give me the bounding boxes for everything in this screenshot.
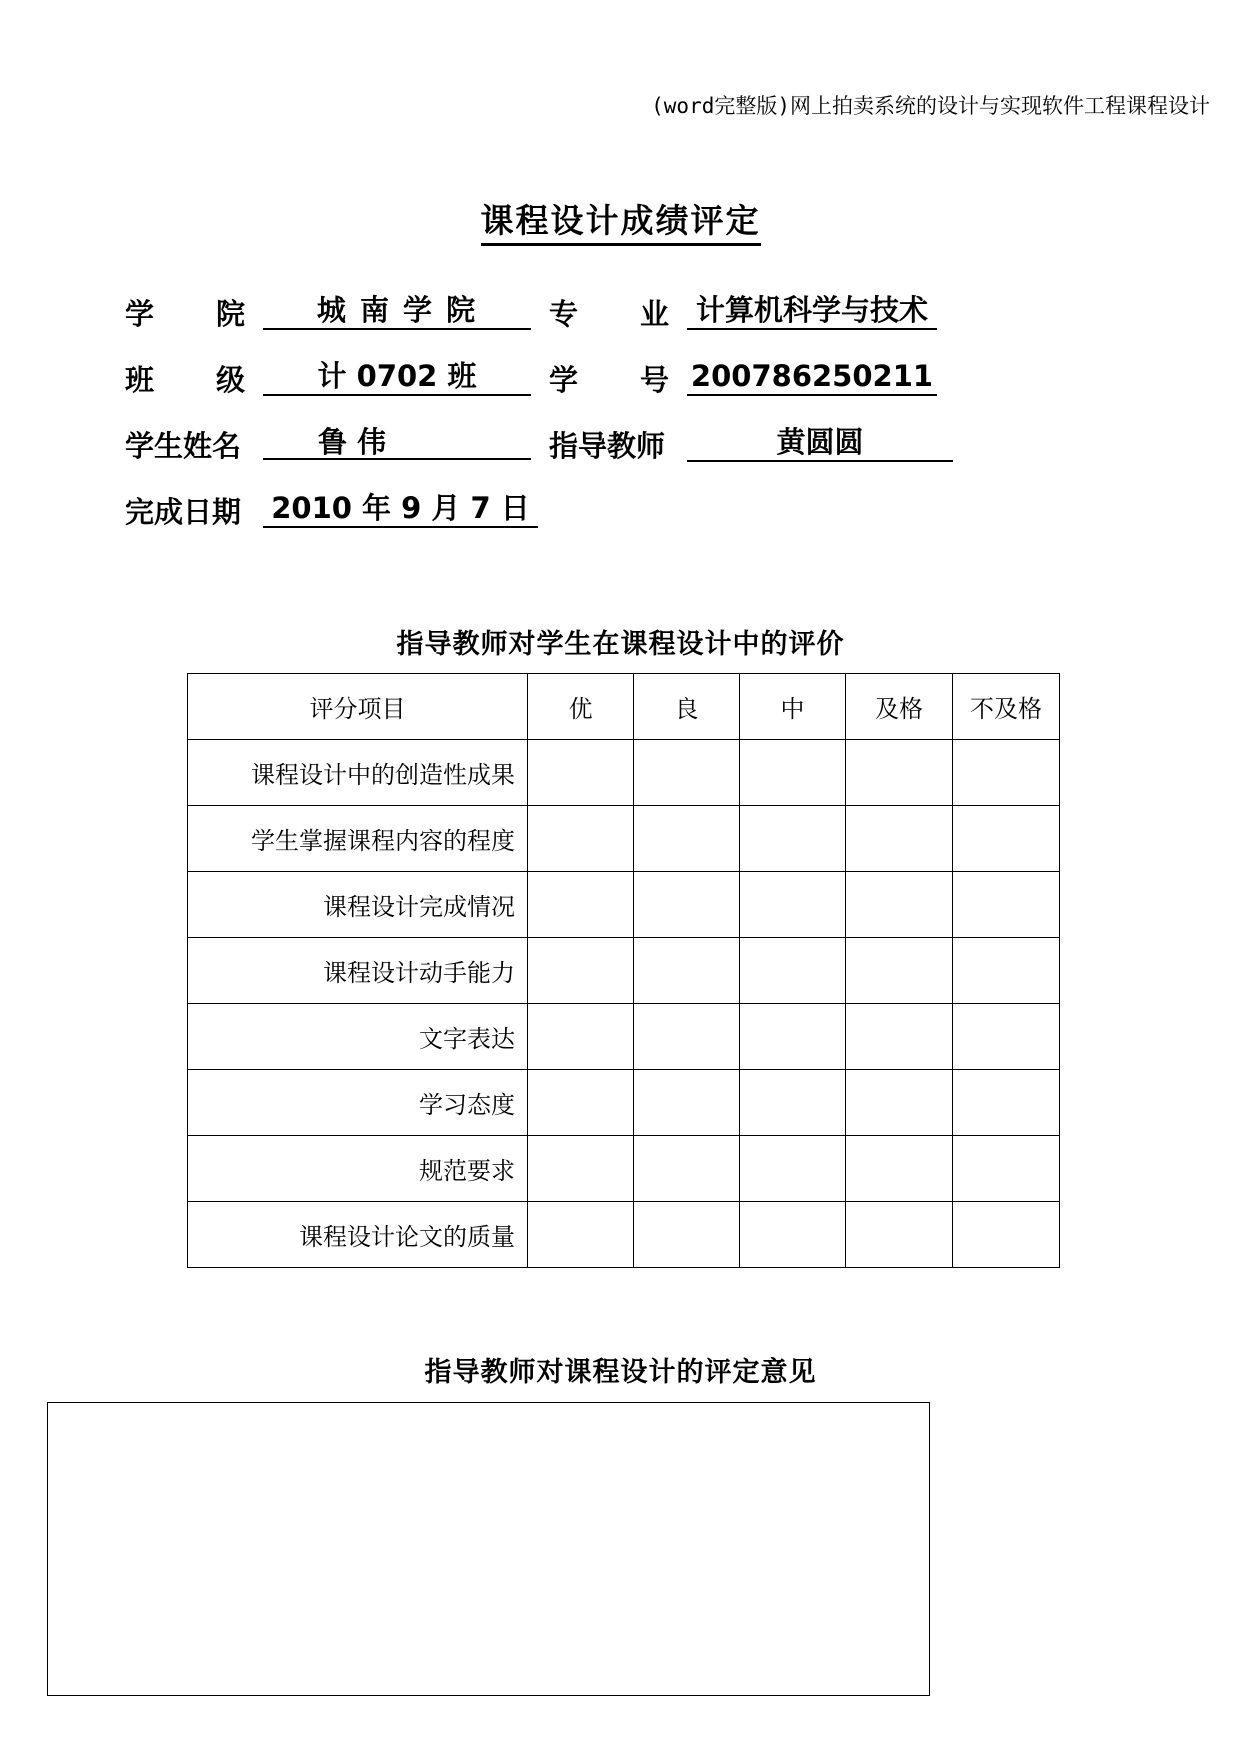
grade-cell[interactable] <box>528 1136 634 1202</box>
table-row <box>188 1202 1060 1268</box>
table-row <box>188 806 1060 872</box>
date-label: 完成日期 <box>125 495 242 529</box>
student-name-value: 鲁 伟 <box>263 424 531 460</box>
grade-cell[interactable] <box>634 938 740 1004</box>
grade-cell[interactable] <box>953 1136 1060 1202</box>
major-label: 专 业 <box>549 297 669 331</box>
grade-cell[interactable] <box>740 1070 846 1136</box>
grade-cell[interactable] <box>846 806 953 872</box>
student-name-label: 学生姓名 <box>125 429 242 463</box>
grade-cell[interactable] <box>846 1136 953 1202</box>
page-title-text: 课程设计成绩评定 <box>481 201 761 246</box>
grade-cell[interactable] <box>528 938 634 1004</box>
grade-cell[interactable] <box>634 1070 740 1136</box>
grade-cell[interactable] <box>740 1202 846 1268</box>
grade-cell[interactable] <box>740 872 846 938</box>
grade-cell[interactable] <box>846 1070 953 1136</box>
row-item-label: 规范要求 <box>188 1136 528 1202</box>
grade-cell[interactable] <box>528 872 634 938</box>
comments-box[interactable] <box>47 1402 930 1696</box>
grade-cell[interactable] <box>634 1202 740 1268</box>
header-good: 良 <box>634 674 740 740</box>
row-item-label: 课程设计完成情况 <box>188 872 528 938</box>
evaluation-title: 指导教师对学生在课程设计中的评价 <box>396 629 845 660</box>
grade-cell[interactable] <box>953 1202 1060 1268</box>
header-average: 中 <box>740 674 846 740</box>
grade-cell[interactable] <box>846 1202 953 1268</box>
college-value: 城 南 学 院 <box>263 292 531 330</box>
info-row-date <box>125 490 1125 530</box>
grade-cell[interactable] <box>846 872 953 938</box>
table-row <box>188 938 1060 1004</box>
grade-cell[interactable] <box>634 872 740 938</box>
grade-cell[interactable] <box>634 1004 740 1070</box>
table-header-row <box>188 674 1060 740</box>
table-row <box>188 1136 1060 1202</box>
major-value: 计算机科学与技术 <box>687 292 937 330</box>
table-row <box>188 1004 1060 1070</box>
grade-cell[interactable] <box>740 1136 846 1202</box>
grade-cell[interactable] <box>846 938 953 1004</box>
row-item-label: 文字表达 <box>188 1004 528 1070</box>
header-note: (word完整版)网上拍卖系统的设计与实现软件工程课程设计 <box>651 94 1210 118</box>
grade-cell[interactable] <box>528 1202 634 1268</box>
grade-cell[interactable] <box>528 740 634 806</box>
grade-cell[interactable] <box>740 806 846 872</box>
advisor-label: 指导教师 <box>549 429 666 463</box>
grade-cell[interactable] <box>953 938 1060 1004</box>
grade-cell[interactable] <box>953 740 1060 806</box>
row-item-label: 课程设计论文的质量 <box>188 1202 528 1268</box>
grade-cell[interactable] <box>953 1004 1060 1070</box>
evaluation-table <box>187 673 1060 1268</box>
grade-cell[interactable] <box>740 938 846 1004</box>
class-value: 计 0702 班 <box>263 358 531 396</box>
grade-cell[interactable] <box>528 1004 634 1070</box>
row-item-label: 学生掌握课程内容的程度 <box>188 806 528 872</box>
row-item-label: 课程设计中的创造性成果 <box>188 740 528 806</box>
row-item-label: 学习态度 <box>188 1070 528 1136</box>
class-label: 班 级 <box>125 363 245 397</box>
row-item-label: 课程设计动手能力 <box>188 938 528 1004</box>
student-id-label: 学 号 <box>549 363 669 397</box>
info-row-college <box>125 292 1125 332</box>
comments-title: 指导教师对课程设计的评定意见 <box>424 1357 817 1388</box>
date-value: 2010 年 9 月 7 日 <box>263 490 538 528</box>
info-row-class <box>125 358 1125 398</box>
grade-cell[interactable] <box>953 806 1060 872</box>
grade-cell[interactable] <box>846 740 953 806</box>
table-row <box>188 740 1060 806</box>
page-title <box>0 195 1241 242</box>
grade-cell[interactable] <box>634 806 740 872</box>
grade-cell[interactable] <box>846 1004 953 1070</box>
grade-cell[interactable] <box>740 1004 846 1070</box>
grade-cell[interactable] <box>634 740 740 806</box>
header-item: 评分项目 <box>188 674 528 740</box>
info-row-name <box>125 424 1125 464</box>
grade-cell[interactable] <box>634 1136 740 1202</box>
table-row <box>188 1070 1060 1136</box>
advisor-value: 黄圆圆 <box>687 424 953 462</box>
header-excellent: 优 <box>528 674 634 740</box>
header-pass: 及格 <box>846 674 953 740</box>
grade-cell[interactable] <box>953 872 1060 938</box>
grade-cell[interactable] <box>528 806 634 872</box>
grade-cell[interactable] <box>528 1070 634 1136</box>
student-id-value: 200786250211 <box>687 358 937 396</box>
header-fail: 不及格 <box>953 674 1060 740</box>
table-row <box>188 872 1060 938</box>
grade-cell[interactable] <box>740 740 846 806</box>
college-label: 学 院 <box>125 297 245 331</box>
grade-cell[interactable] <box>953 1070 1060 1136</box>
